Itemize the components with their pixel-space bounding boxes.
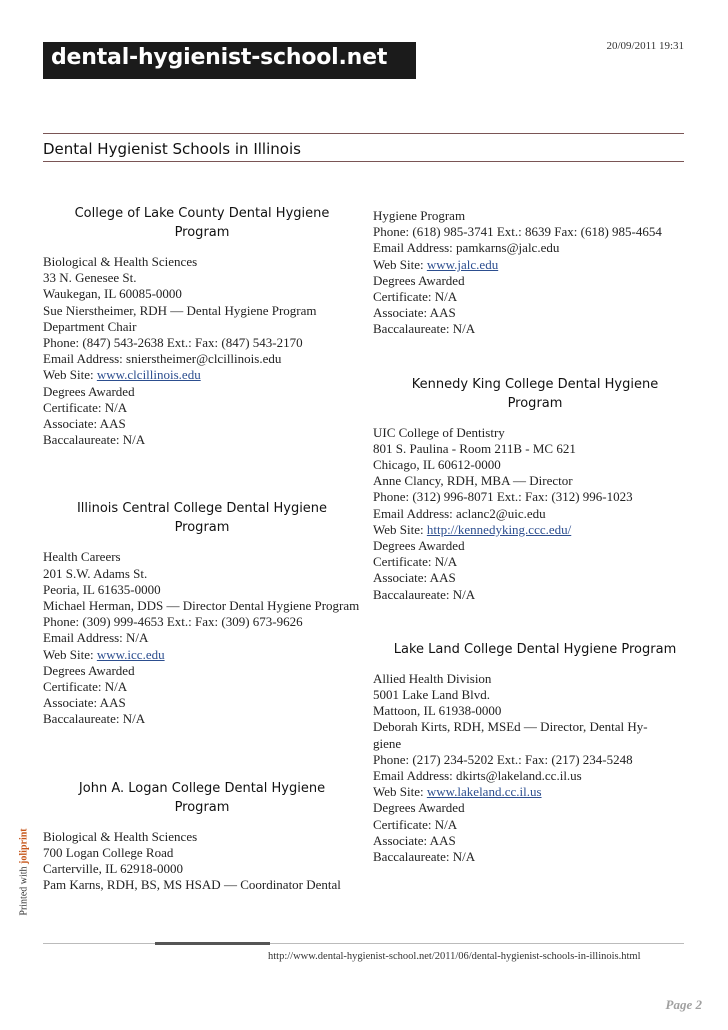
phone-fax: Phone: (217) 234-5202 Ext.: Fax: (217) 234-5248 (373, 751, 633, 767)
joliprint-logo: joliprint (18, 828, 30, 864)
printed-with-text: Printed with (18, 866, 30, 916)
page-title: Dental Hygienist Schools in Illinois (43, 140, 301, 158)
title-rule-bottom (43, 161, 684, 162)
school-title: College of Lake County Dental Hygiene Program (74, 206, 330, 240)
phone-fax: Phone: (309) 999-4653 Ext.: Fax: (309) 673-9626 (43, 614, 303, 630)
school-title: Lake Land College Dental Hygiene Program (393, 641, 677, 657)
school-entry-kennedy-king-college (373, 375, 697, 603)
associate: Associate: AAS (373, 305, 456, 321)
certificate: Certificate: N/A (373, 816, 458, 832)
baccalaureate: Baccalaureate: N/A (43, 432, 146, 448)
website-line (43, 647, 361, 663)
title-rule-top (43, 133, 684, 134)
street-address: 201 S.W. Adams St. (43, 565, 148, 581)
baccalaureate: Baccalaureate: N/A (373, 586, 476, 602)
associate: Associate: AAS (43, 695, 126, 711)
baccalaureate: Baccalaureate: N/A (373, 321, 476, 337)
department: Biological & Health Sciences (43, 828, 198, 844)
baccalaureate: Baccalaureate: N/A (43, 711, 146, 727)
associate: Associate: AAS (373, 570, 456, 586)
school-entry-college-of-lake-county (43, 204, 361, 448)
phone-fax: Phone: (312) 996-8071 Ext.: Fax: (312) 996-1023 (373, 489, 633, 505)
street-address: 5001 Lake Land Blvd. (373, 687, 490, 703)
contact-person: Pam Karns, RDH, BS, MS HSAD — Coordinator Dental (43, 877, 341, 893)
department: UIC College of Dentistry (373, 424, 505, 440)
left-column (43, 204, 361, 893)
school-title: John A. Logan College Dental Hygiene Program (78, 780, 326, 815)
degrees-heading: Degrees Awarded (373, 538, 465, 554)
printed-with-joliprint-mark (14, 822, 34, 922)
contact-role: Department Chair (43, 318, 137, 334)
website-line (373, 522, 697, 538)
website-link[interactable]: http://kennedyking.ccc.edu/ (426, 521, 572, 537)
department: Biological & Health Sciences (43, 254, 198, 269)
phone-fax: Phone: (618) 985-3741 Ext.: 8639 Fax: (618) 985-4654 (373, 224, 662, 240)
school-title: Illinois Central College Dental Hygiene Program (76, 501, 328, 536)
street-address: 33 N. Genesee St. (43, 270, 137, 286)
certificate: Certificate: N/A (373, 289, 458, 305)
email-address: Email Address: dkirts@lakeland.cc.il.us (373, 768, 582, 784)
contact-person: Anne Clancy, RDH, MBA — Director (373, 473, 573, 489)
degrees-heading: Degrees Awarded (373, 272, 465, 288)
website-link[interactable]: www.clcillinois.edu (96, 367, 201, 383)
certificate: Certificate: N/A (43, 679, 128, 695)
contact-person-continued: giene (373, 735, 402, 751)
email-address: Email Address: snierstheimer@clcillinois.edu (43, 351, 282, 367)
city-state-zip: Waukegan, IL 60085-0000 (43, 286, 182, 302)
degrees-heading: Degrees Awarded (43, 662, 135, 678)
email-address: Email Address: pamkarns@jalc.edu (373, 240, 560, 256)
school-entry-lake-land-college (373, 640, 697, 865)
website-label: Web Site: (43, 646, 94, 662)
email-address: Email Address: aclanc2@uic.edu (373, 505, 546, 521)
printed-with-label (19, 828, 30, 915)
school-entry-john-a-logan-college (43, 779, 361, 894)
website-line (43, 367, 361, 383)
contact-person: Deborah Kirts, RDH, MSEd — Director, Dental Hy- (373, 719, 648, 735)
contact-person: Sue Nierstheimer, RDH — Dental Hygiene Program (43, 302, 317, 318)
city-state-zip: Carterville, IL 62918-0000 (43, 861, 183, 877)
footer-rule-accent (155, 942, 270, 945)
associate: Associate: AAS (43, 416, 126, 432)
city-state-zip: Chicago, IL 60612-0000 (373, 457, 501, 473)
certificate: Certificate: N/A (373, 554, 458, 570)
city-state-zip: Peoria, IL 61635-0000 (43, 581, 161, 597)
certificate: Certificate: N/A (43, 399, 128, 415)
website-label: Web Site: (43, 367, 94, 383)
degrees-heading: Degrees Awarded (373, 800, 465, 816)
footer-rule (43, 943, 684, 944)
website-link[interactable]: www.lakeland.cc.il.us (426, 784, 542, 800)
website-line (373, 257, 697, 273)
website-link[interactable]: www.icc.edu (96, 646, 165, 662)
website-label: Web Site: (373, 256, 424, 272)
contact-role: Hygiene Program (373, 208, 466, 223)
department: Allied Health Division (373, 670, 492, 686)
site-name-banner: dental-hygienist-school.net (43, 42, 416, 79)
website-label: Web Site: (373, 521, 424, 537)
school-entry-john-a-logan-college-continued (373, 208, 697, 338)
right-column (373, 208, 697, 865)
city-state-zip: Mattoon, IL 61938-0000 (373, 703, 502, 719)
phone-fax: Phone: (847) 543-2638 Ext.: Fax: (847) 543-2170 (43, 335, 303, 351)
print-timestamp: 20/09/2011 19:31 (606, 40, 684, 52)
department: Health Careers (43, 549, 121, 565)
degrees-heading: Degrees Awarded (43, 383, 135, 399)
website-line (373, 784, 697, 800)
street-address: 801 S. Paulina - Room 211B - MC 621 (373, 440, 576, 456)
source-url: http://www.dental-hygienist-school.net/2011/06/dental-hygienist-schools-in-illinois.html (268, 951, 641, 962)
associate: Associate: AAS (373, 832, 456, 848)
street-address: 700 Logan College Road (43, 844, 174, 860)
school-entry-illinois-central-college (43, 499, 361, 727)
page-number: Page 2 (665, 997, 702, 1012)
website-link[interactable]: www.jalc.edu (426, 256, 499, 272)
baccalaureate: Baccalaureate: N/A (373, 849, 476, 865)
website-label: Web Site: (373, 784, 424, 800)
contact-person: Michael Herman, DDS — Director Dental Hygiene Program (43, 598, 360, 614)
email-address: Email Address: N/A (43, 630, 149, 646)
school-title: Kennedy King College Dental Hygiene Program (411, 376, 659, 411)
